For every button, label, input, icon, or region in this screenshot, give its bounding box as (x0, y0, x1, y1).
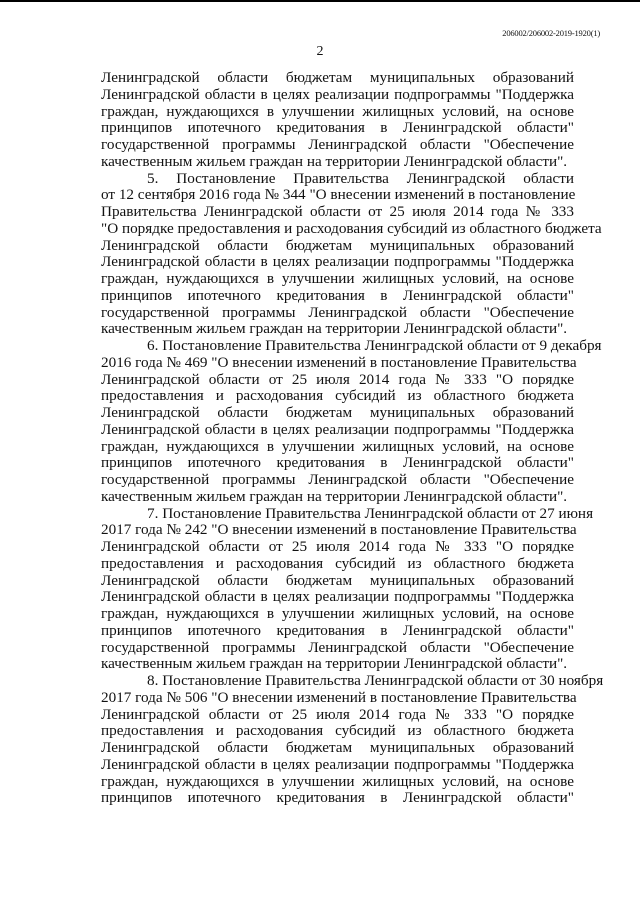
text-line: Ленинградской области в целях реализации подпрограммы "Поддержка (101, 755, 574, 773)
text-line: предоставления и расходования субсидий из областного бюджета (101, 554, 574, 572)
text-line: 2016 года № 469 "О внесении изменений в постановление Правительства (101, 353, 577, 371)
text-line: качественным жильем граждан на территории Ленинградской области". (101, 152, 568, 170)
text-line: 2017 года № 242 "О внесении изменений в постановление Правительства (101, 521, 577, 539)
document-id: 206002/206002-2019-1920(1) (502, 28, 600, 38)
text-line: 5. Постановление Правительства Ленинградской области (147, 169, 574, 187)
text-line: принципов ипотечного кредитования в Ленинградской области" (101, 621, 574, 639)
text-line: государственной программы Ленинградской области "Обеспечение (101, 303, 574, 321)
text-line: граждан, нуждающихся в улучшении жилищных условий, на основе (101, 437, 574, 455)
text-line: государственной программы Ленинградской области "Обеспечение (101, 136, 574, 153)
text-line: 6. Постановление Правительства Ленинградской области от 9 декабря (147, 337, 602, 354)
text-line: Ленинградской области в целях реализации подпрограммы "Поддержка (101, 420, 574, 438)
text-line: Ленинградской области от 25 июля 2014 года № 333 "О порядке (101, 370, 574, 388)
text-line: граждан, нуждающихся в улучшении жилищных условий, на основе (101, 270, 574, 287)
text-line: государственной программы Ленинградской области "Обеспечение (101, 471, 574, 488)
text-line: Ленинградской области в целях реализации подпрограммы "Поддержка (101, 85, 574, 103)
text-line: Ленинградской области в целях реализации подпрограммы "Поддержка (101, 253, 574, 271)
text-line: государственной программы Ленинградской области "Обеспечение (101, 638, 574, 656)
text-line: качественным жильем граждан на территории Ленинградской области". (101, 320, 568, 338)
text-line: 8. Постановление Правительства Ленинградской области от 30 ноября (147, 672, 604, 689)
page-number: 2 (316, 44, 324, 59)
text-line: "О порядке предоставления и расходования субсидий из областного бюджета (101, 219, 602, 237)
text-line: граждан, нуждающихся в улучшении жилищных условий, на основе (101, 605, 574, 622)
text-line: от 12 сентября 2016 года № 344 "О внесении изменений в постановление (101, 186, 576, 204)
text-line: принципов ипотечного кредитования в Ленинградской области" (101, 286, 574, 304)
text-line: Ленинградской области бюджетам муниципальных образований (101, 571, 574, 589)
text-line: Ленинградской области от 25 июля 2014 года № 333 "О порядке (101, 705, 574, 723)
text-line: граждан, нуждающихся в улучшении жилищных условий, на основе (101, 102, 574, 120)
text-line: качественным жильем граждан на территории Ленинградской области". (101, 655, 568, 673)
text-line: 2017 года № 506 "О внесении изменений в постановление Правительства (101, 688, 577, 706)
text-line: принципов ипотечного кредитования в Ленинградской области" (101, 119, 574, 137)
text-line: предоставления и расходования субсидий из областного бюджета (101, 387, 574, 405)
text-line: Ленинградской области в целях реализации подпрограммы "Поддержка (101, 588, 574, 606)
document-body (101, 69, 604, 807)
text-line: принципов ипотечного кредитования в Ленинградской области" (101, 789, 574, 807)
text-line: граждан, нуждающихся в улучшении жилищных условий, на основе (101, 772, 574, 790)
text-line: качественным жильем граждан на территории Ленинградской области". (101, 487, 568, 505)
text-line: принципов ипотечного кредитования в Ленинградской области" (101, 454, 574, 472)
text-line: Ленинградской области бюджетам муниципальных образований (101, 404, 574, 421)
text-line: Ленинградской области бюджетам муниципальных образований (101, 739, 574, 756)
text-line: Ленинградской области бюджетам муниципальных образований (101, 236, 574, 254)
text-line: 7. Постановление Правительства Ленинградской области от 27 июня (147, 504, 594, 522)
text-line: предоставления и расходования субсидий из областного бюджета (101, 722, 574, 740)
text-line: Правительства Ленинградской области от 25 июля 2014 года № 333 (101, 203, 574, 220)
scan-top-edge (0, 0, 640, 2)
text-line: Ленинградской области бюджетам муниципальных образований (101, 69, 574, 86)
text-line: Ленинградской области от 25 июля 2014 года № 333 "О порядке (101, 538, 574, 555)
